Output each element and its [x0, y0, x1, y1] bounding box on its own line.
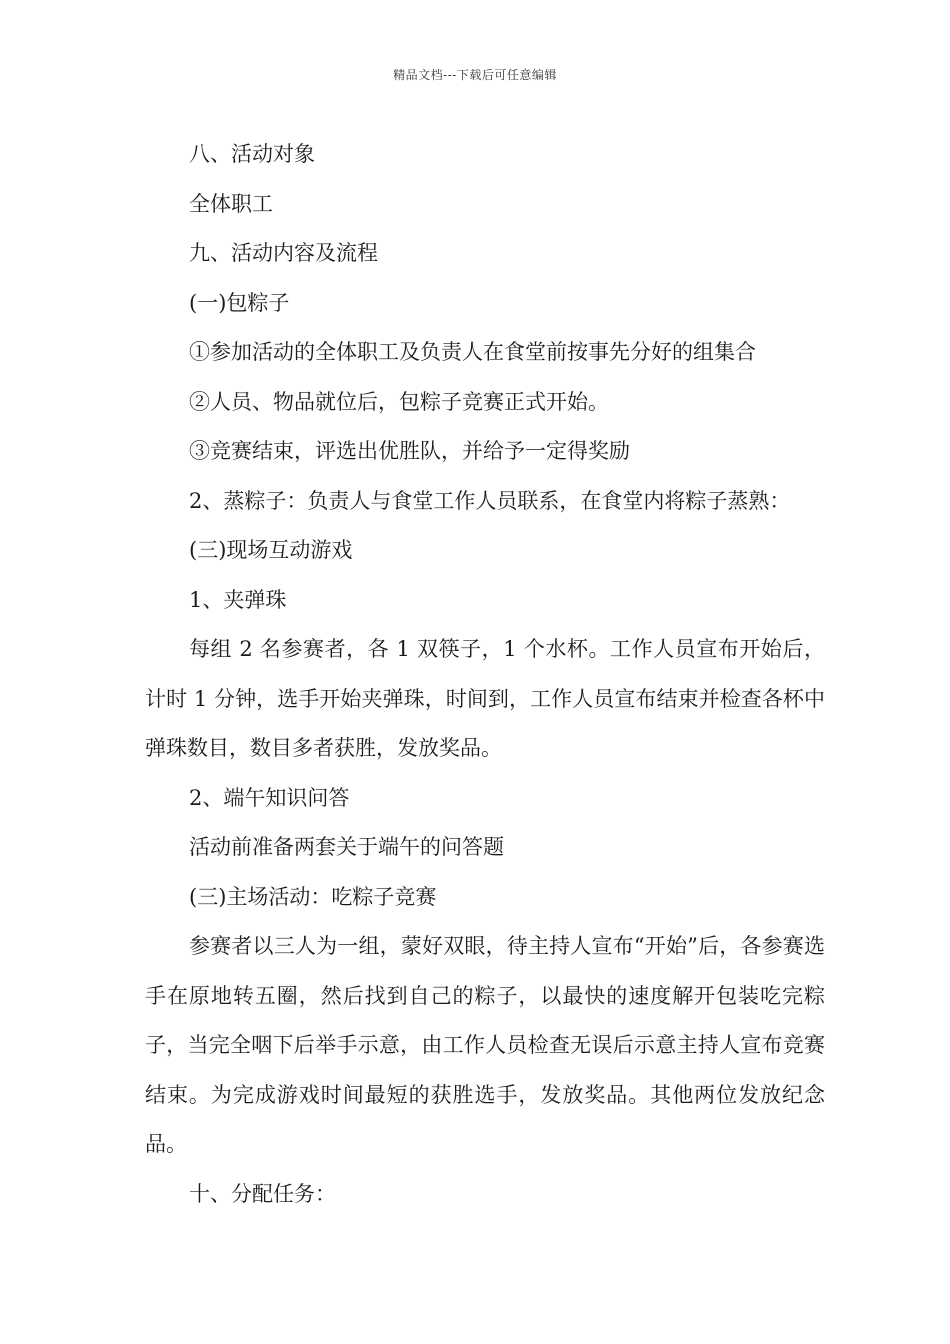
list-item-step-2: ②人员、物品就位后，包粽子竞赛正式开始。: [189, 389, 609, 414]
paragraph-steam-zongzi: 2、蒸粽子：负责人与食堂工作人员联系，在食堂内将粽子蒸熟：: [189, 488, 791, 513]
section-heading-content-process: 九、活动内容及流程: [189, 241, 378, 265]
subheading-main-activity: (三)主场活动：吃粽子竞赛: [189, 884, 437, 909]
section-heading-task-assignment: 十、分配任务：: [189, 1181, 336, 1206]
game-heading-marbles: 1、夹弹珠: [189, 587, 287, 612]
paragraph-quiz-prep: 活动前准备两套关于端午的问答题: [189, 835, 504, 859]
list-item-step-1: ①参加活动的全体职工及负责人在食堂前按事先分好的组集合: [189, 340, 756, 364]
paragraph-eating-contest-rules: 参赛者以三人为一组，蒙好双眼，待主持人宣布“开始”后，各参赛选手在原地转五圈，然后找到自己的粽子，以最快的速度解开包装吃完粽子，当完全咽下后举手示意，由工作人员检查无误后示意主持人宣布竞赛结束。为完成游戏时间最短的获胜选手，发放奖品。其他两位发放纪念品。: [145, 934, 825, 1156]
page-header: 精品文档---下载后可任意编辑: [393, 68, 557, 82]
paragraph-target-all-staff: 全体职工: [189, 191, 273, 216]
document-body: [145, 130, 825, 1219]
game-heading-quiz: 2、端午知识问答: [189, 785, 350, 810]
paragraph-marbles-rules: 每组 2 名参赛者，各 1 双筷子，1 个水杯。工作人员宣布开始后，计时 1 分钟，选手开始夹弹珠，时间到，工作人员宣布结束并检查各杯中弹珠数目，数目多者获胜，发放奖品。: [145, 637, 825, 760]
section-heading-activity-target: 八、活动对象: [189, 142, 315, 166]
subheading-interactive-games: (三)现场互动游戏: [189, 538, 353, 562]
list-item-step-3: ③竞赛结束，评选出优胜队，并给予一定得奖励: [189, 439, 630, 463]
subheading-wrap-zongzi: (一)包粽子: [189, 290, 290, 315]
